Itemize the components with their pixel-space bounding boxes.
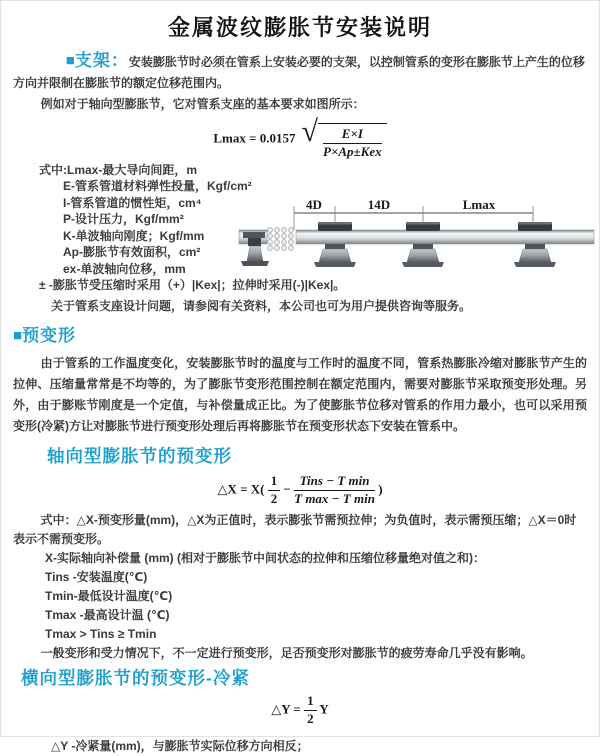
support-intro-paragraph — [13, 50, 587, 94]
list-item: K-单波轴向刚度；Kgf/mm — [63, 228, 205, 243]
lateral-predeform-title: 横向型膨胀节的预变形-冷紧 — [21, 667, 250, 688]
formula-dy-rhs: Y — [319, 701, 329, 717]
formula-delta-y — [1, 694, 599, 727]
list-item: I-管系管道的惯性矩，cm⁴ — [63, 195, 202, 210]
list-item: ± -膨胀节受压缩时采用（+）|Kex|；拉伸时采用(-)|Kex|。 — [39, 278, 346, 293]
predeform-section-header — [13, 325, 587, 348]
formula-lmax-lhs: Lmax = 0.0157 — [213, 130, 296, 146]
lateral-note: △Y -冷紧量(mm)，与膨胀节实际位移方向相反； — [51, 738, 309, 753]
pipe — [296, 230, 594, 244]
list-item: Ap-膨胀节有效面积，cm² — [63, 245, 201, 260]
list-item: 式中:Lmax-最大导向间距，m — [39, 162, 198, 177]
dim-label-lmax: Lmax — [462, 197, 496, 212]
support-section-title: 支架： — [74, 51, 129, 70]
lmax-fraction — [323, 127, 382, 160]
axial-notes — [1, 511, 599, 663]
lmax-fraction-numerator: E×I — [323, 127, 382, 144]
radical-sign: √ — [301, 115, 319, 148]
note-line: Tmin-最低设计温度(℃) — [45, 588, 173, 603]
note-line: X-实际轴向补偿量 (mm) (相对于膨胀节中间状态的拉伸和压缩位移量绝对值之和)： — [45, 550, 485, 565]
lmax-fraction-denominator: P×Ap±Kex — [323, 143, 382, 159]
bellows-icon — [268, 228, 294, 251]
list-item: E-管系管道材料弹性投量，Kgf/cm² — [63, 179, 252, 194]
predeform-section-title: 预变形 — [22, 325, 77, 345]
sqrt-expression — [301, 115, 387, 160]
service-note: 关于管系支座设计问题，请参阅有关资料，本公司也可为用户提供咨询等服务。 — [51, 298, 472, 313]
formula-dx-lhs: △X = X( — [217, 481, 265, 497]
formula-lmax — [1, 115, 599, 160]
support-example-line: 例如对于轴向型膨胀节，它对管系支座的基本要求如图所示： — [40, 97, 365, 111]
support-spacing-diagram — [237, 193, 597, 289]
note-line: Tins -安装温度(℃) — [45, 569, 148, 584]
support-intro-text: 安装膨胀节时必须在管系上安装必要的支架，以控制管系的变形在膨胀节上产生的位移方向并限制在膨胀节的额定位移范围内。 — [13, 55, 585, 90]
half-fraction: $\frac{1}{2}$ — [304, 694, 317, 727]
section-square-icon: ■ — [65, 52, 75, 69]
note-line: 式中：△X-预变形量(mm)，△X为正值时，表示膨张节需预拉伸；为负值时，表示需预压缩；△X＝0时表示不需预变形。 — [13, 512, 577, 546]
formula-dy-lhs: △Y = — [271, 701, 301, 717]
axial-predeform-title: 轴向型膨胀节的预变形 — [47, 445, 232, 466]
predeform-paragraph: 由于管系的工作温度变化，安装膨胀节时的温度与工作时的温度不同，管系热膨胀冷缩对膨胀节产生的拉伸、压缩量常常是不均等的，为了膨胀节变形范围控制在额定范围内，需要对膨胀节采取预变形处理。另外，由于膨账节刚度是一个定值，与补偿量成正比。为了使膨胀节位移对管系的作用力最小，也可以采用预变形(冷紧)方让对膨胀节进行预变形处理后再将膨胀节在预变形状态下安装在管系中。 — [13, 355, 587, 433]
anchor-support — [241, 232, 269, 266]
pipe-support — [314, 222, 356, 267]
formula-dx-rhs: ) — [378, 481, 383, 497]
note-line: Tmax -最高设计温 (℃) — [45, 607, 170, 622]
pipe-support — [514, 222, 556, 267]
note-line: Tmax > Tins ≥ Tmin — [45, 626, 157, 641]
temperature-fraction: $\frac{\text{Tins − T min}}{\text{T max − T min}}$ — [294, 472, 375, 506]
page-title: 金属波纹膨胀节安装说明 — [167, 15, 432, 40]
dim-label-14d: 14D — [367, 197, 391, 212]
half-fraction: $\frac{1}{2}$ — [268, 474, 281, 507]
dim-label-4d: 4D — [306, 197, 322, 212]
minus-sign: − — [283, 481, 291, 497]
list-item: ex-单波轴向位移，mm — [63, 261, 186, 276]
list-item: P-设计压力，Kgf/mm² — [63, 212, 184, 227]
section-square-icon: ■ — [13, 326, 23, 344]
note-line: 一般变形和受力情况下，不一定进行预变形，足否预变形对膨胀节的疲劳寿命几乎没有影响。 — [40, 645, 533, 660]
formula-delta-x — [1, 474, 599, 507]
pipe-support — [402, 222, 444, 267]
